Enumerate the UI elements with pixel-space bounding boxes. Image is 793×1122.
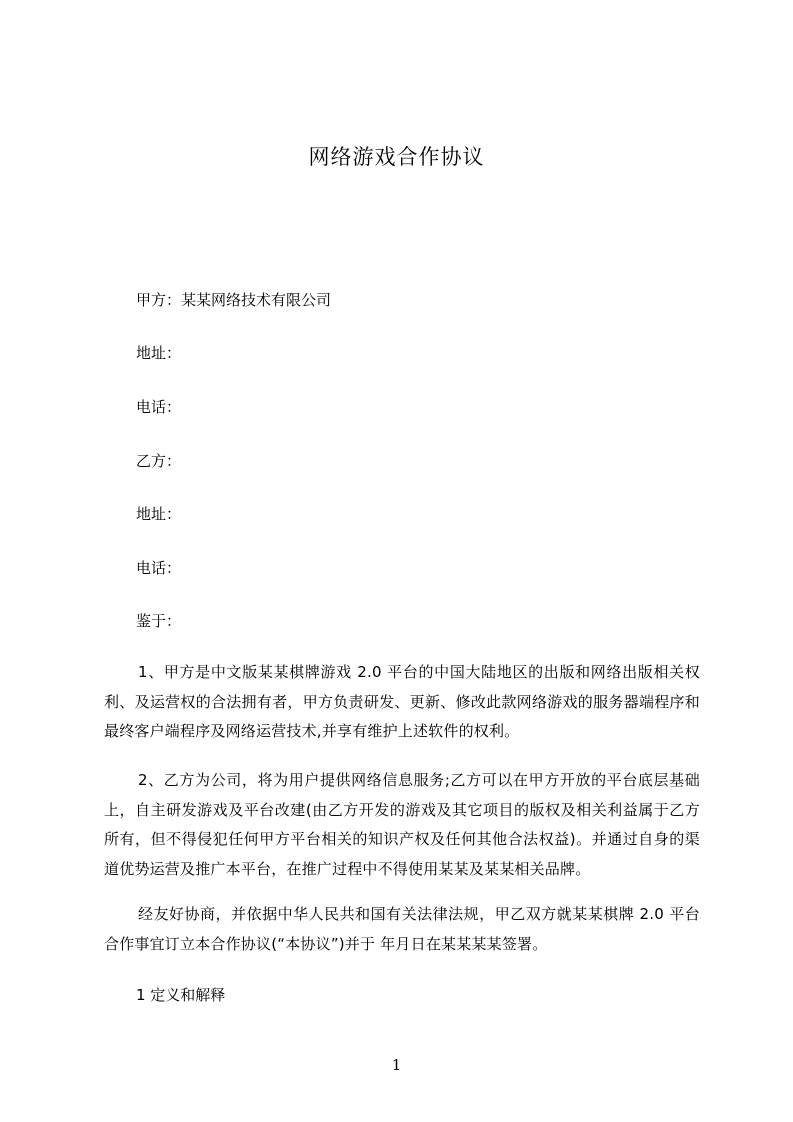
section-heading-definitions: 1 定义和解释 bbox=[136, 986, 226, 1004]
clause-1: 1、甲方是中文版某某棋牌游戏 2.0 平台的中国大陆地区的出版和网络出版相关权利、及运营权的合法拥有者，甲方负责研发、更新、修改此款网络游戏的服务器端程序和最终客户端程序及网络运营技术,并享有维护上述软件的权利。 bbox=[104, 663, 700, 740]
party-a-name: 甲方：某某网络技术有限公司 bbox=[136, 291, 332, 309]
party-a-phone: 电话： bbox=[136, 398, 182, 416]
clause-2: 2、乙方为公司，将为用户提供网络信息服务;乙方可以在甲方开放的平台底层基础上，自主研发游戏及平台改建(由乙方开发的游戏及其它项目的版权及相关利益属于乙方所有，但不得侵犯任何甲方平台相关的知识产权及任何其他合法权益)。并通过自身的渠道优势运营及推广本平台，在推广过程中不得使用某某及某某相关品牌。 bbox=[104, 771, 700, 878]
document-title: 网络游戏合作协议 bbox=[308, 145, 485, 169]
party-b-name: 乙方： bbox=[136, 452, 182, 470]
party-b-phone: 电话： bbox=[136, 559, 182, 577]
agreement-paragraph: 经友好协商，并依据中华人民共和国有关法律法规，甲乙双方就某某棋牌 2.0 平台合作事宜订立本合作协议(“本协议”)并于 年月日在某某某某签署。 bbox=[104, 905, 700, 953]
party-a-address: 地址： bbox=[136, 344, 182, 362]
whereas-label: 鉴于： bbox=[136, 612, 182, 630]
page-number: 1 bbox=[391, 1056, 402, 1074]
party-b-address: 地址： bbox=[136, 505, 182, 523]
